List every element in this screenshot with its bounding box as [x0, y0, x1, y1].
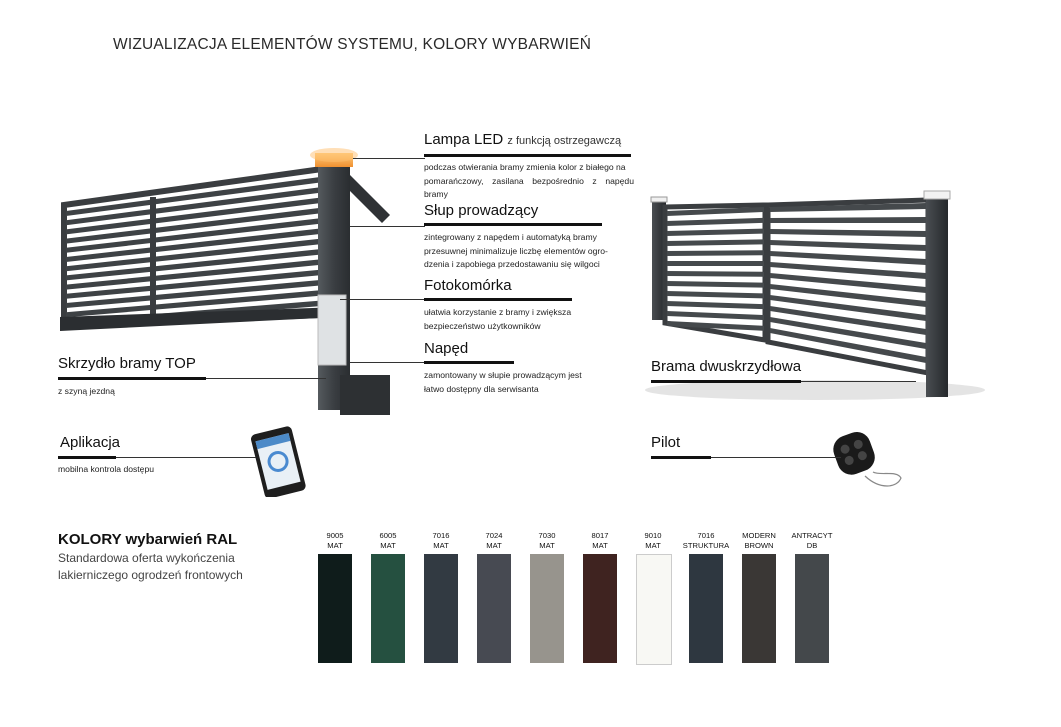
color-swatch [318, 554, 352, 663]
double-gate-slat [667, 261, 764, 266]
brama2-title: Brama dwuskrzydłowa [651, 358, 802, 375]
swatch-finish: MAT [592, 540, 608, 550]
slup-desc-line: zintegrowany z napędem i automatyką bramy [424, 232, 597, 242]
double-gate-slat [667, 291, 764, 298]
skrzydlo-connector [206, 378, 326, 379]
brama2-underline [651, 380, 801, 383]
swatch-code: 7024 [485, 531, 503, 540]
double-gate-slat [667, 311, 764, 320]
skrzydlo-title: Skrzydło bramy TOP [58, 355, 196, 372]
skrzydlo-desc: z szyną jezdną [58, 386, 115, 396]
swatch-finish: MAT [539, 540, 555, 550]
lampa-underline [424, 154, 631, 157]
lampa-description [424, 161, 634, 202]
swatch-finish: MAT [327, 540, 343, 550]
colors-subtitle [58, 550, 278, 583]
swatch-finish: STRUKTURA [682, 540, 730, 550]
naped-desc-line: zamontowany w słupie prowadzącym jest [424, 370, 582, 380]
aplikacja-desc: mobilna kontrola dostępu [58, 464, 155, 474]
naped-desc-line: łatwo dostępny dla serwisanta [424, 383, 539, 394]
slup-description [424, 231, 609, 272]
slup-desc-line: przesuwnej minimalizuje liczbę elementów ogro- [424, 245, 608, 256]
naped-title: Napęd [424, 340, 469, 357]
lampa-connector [353, 158, 425, 159]
swatch-label [464, 531, 524, 550]
double-gate-slat [667, 250, 764, 256]
color-swatch [795, 554, 829, 663]
swatch-finish: BROWN [744, 540, 774, 550]
naped-connector [350, 362, 425, 363]
double-gate-slat [667, 218, 764, 226]
swatch-code: ANTRACYT [791, 531, 833, 540]
aplikacja-title: Aplikacja [60, 434, 121, 451]
swatch-code: MODERN [742, 531, 776, 540]
pilot-title: Pilot [651, 434, 681, 451]
swatch-code: 7016 [697, 531, 715, 540]
lampa-title-suffix: z funkcją ostrzegawczą [507, 135, 622, 147]
phone-image [245, 425, 315, 497]
pilot-connector [711, 457, 841, 458]
foto-desc-line: ułatwia korzystanie z bramy i zwiększa [424, 307, 572, 317]
double-gate-slats [667, 203, 926, 363]
color-swatch [424, 554, 458, 663]
slup-connector [350, 226, 425, 227]
swatch-finish: DB [806, 540, 818, 550]
double-gate-slat [667, 271, 764, 277]
swatch-code: 7030 [538, 531, 556, 540]
swatch-code: 6005 [379, 531, 397, 540]
double-gate-slat [770, 251, 926, 265]
swatch-code: 8017 [591, 531, 609, 540]
pilot-underline [651, 456, 711, 459]
swatch-label [411, 531, 471, 550]
color-swatch [583, 554, 617, 663]
color-swatch [742, 554, 776, 663]
slup-underline [424, 223, 602, 226]
color-swatch [530, 554, 564, 663]
swatch-code: 7016 [432, 531, 450, 540]
swatch-label [782, 531, 842, 550]
lampa-title: Lampa LED [424, 131, 504, 148]
colors-title: KOLORY wybarwień RAL [58, 531, 238, 548]
slup-title: Słup prowadzący [424, 202, 539, 219]
foto-desc-line: bezpieczeństwo użytkowników [424, 320, 541, 331]
colors-subtitle-line: lakierniczego ogrodzeń frontowych [58, 567, 243, 582]
aplikacja-underline [58, 456, 116, 459]
foto-title: Fotokomórka [424, 277, 512, 294]
skrzydlo-underline [58, 377, 206, 380]
foto-description [424, 306, 604, 333]
slup-desc-line: dzenia i zapobiega przedostawaniu się wilgoci [424, 259, 600, 269]
naped-underline [424, 361, 514, 364]
colors-subtitle-line: Standardowa oferta wykończenia [58, 551, 235, 565]
color-swatch [371, 554, 405, 663]
swatch-code: 9005 [326, 531, 344, 540]
double-gate-slat [667, 229, 764, 236]
swatch-label [358, 531, 418, 550]
swatch-finish: MAT [645, 540, 661, 550]
foto-connector [340, 299, 425, 300]
foto-underline [424, 298, 572, 301]
brama2-connector [801, 381, 916, 382]
remote-image [825, 428, 905, 496]
double-gate-slat [770, 240, 926, 251]
color-swatch [689, 554, 723, 663]
color-swatch [636, 554, 672, 665]
swatch-finish: MAT [380, 540, 396, 550]
lampa-label [424, 131, 621, 148]
swatch-label [570, 531, 630, 550]
lampa-desc-line: pomarańczowy, zasilana bezpośrednio z napędu bramy [424, 175, 634, 199]
swatch-finish: MAT [433, 540, 449, 550]
swatch-label [305, 531, 365, 550]
double-gate-slat [667, 301, 764, 309]
page-title: WIZUALIZACJA ELEMENTÓW SYSTEMU, KOLORY WYBARWIEŃ [113, 36, 592, 53]
swatch-label [517, 531, 577, 550]
double-gate-slat [770, 229, 926, 237]
color-swatch [477, 554, 511, 663]
swatch-label [623, 531, 683, 550]
swatch-label [676, 531, 736, 550]
double-gate-slat [667, 281, 764, 288]
swatch-label [729, 531, 789, 550]
lampa-desc-line: podczas otwierania bramy zmienia kolor z białego na [424, 162, 626, 172]
naped-description [424, 369, 604, 396]
double-gate-slat [770, 217, 926, 223]
swatch-code: 9010 [644, 531, 662, 540]
swatch-finish: MAT [486, 540, 502, 550]
aplikacja-connector [116, 457, 256, 458]
double-gate-slat [667, 239, 764, 246]
